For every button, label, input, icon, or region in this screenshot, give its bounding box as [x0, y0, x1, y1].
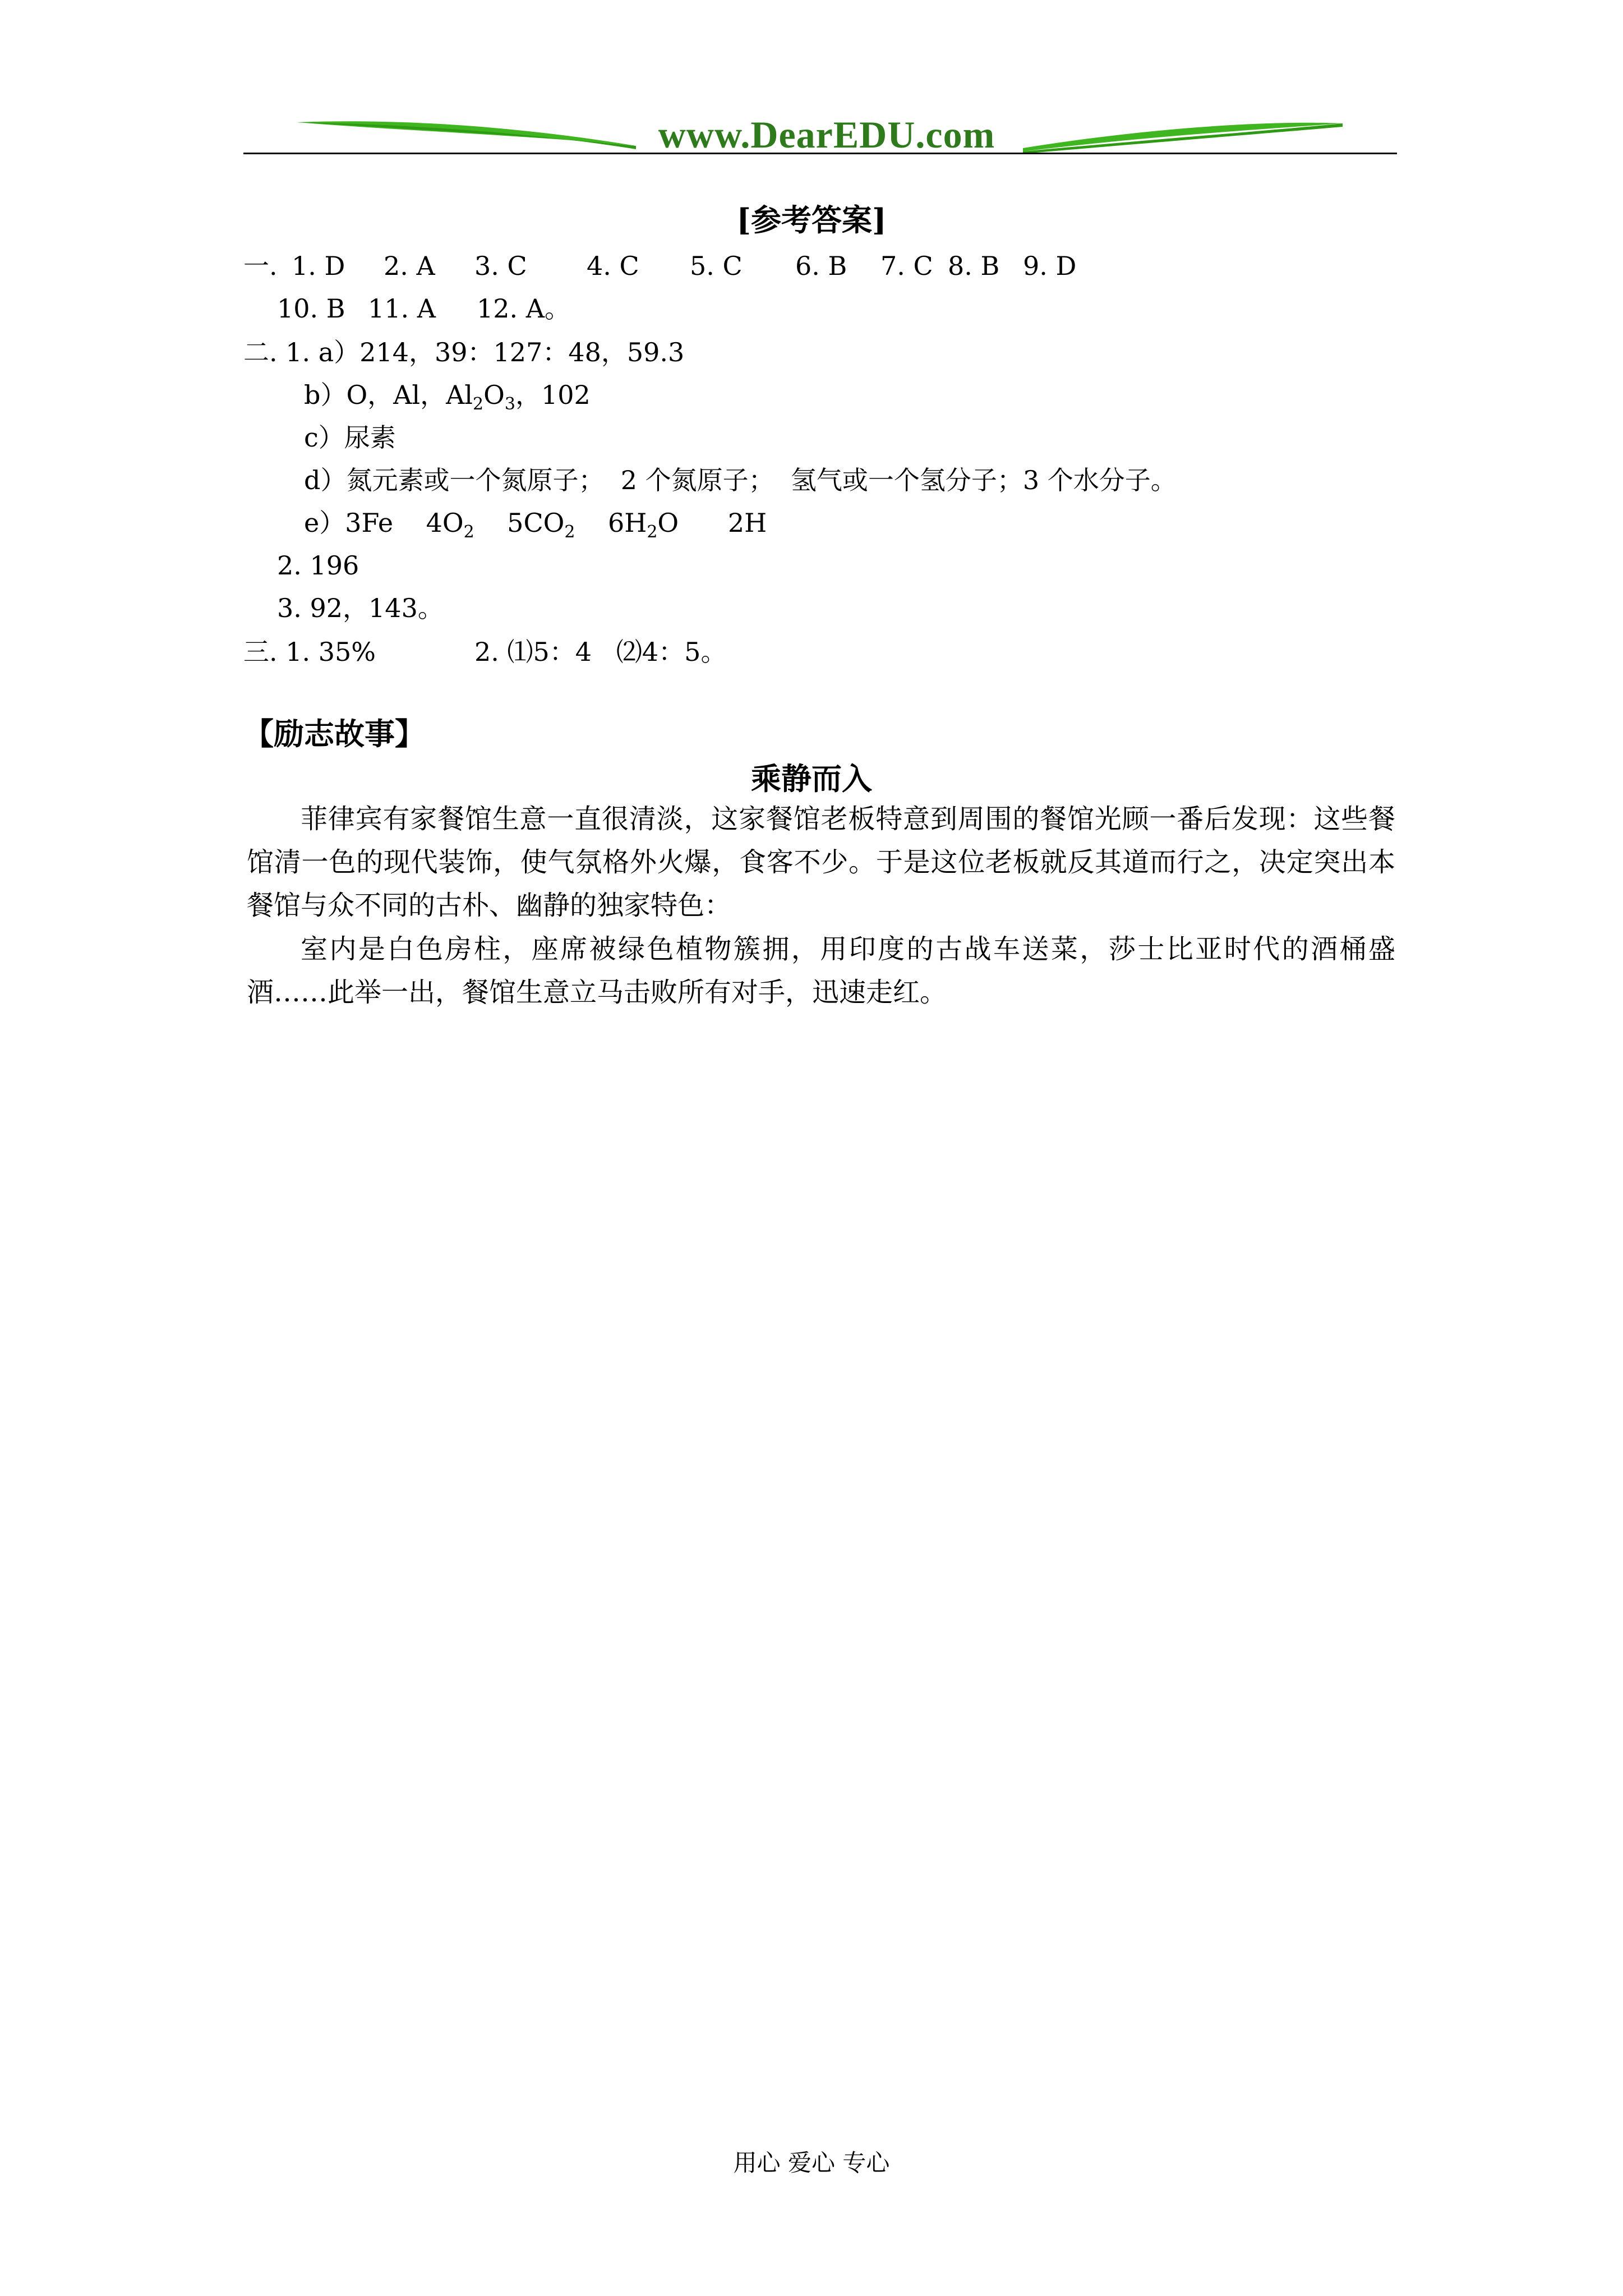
- answer-2-1a: 二. 1. a）214，39：127：48，59.3: [243, 337, 685, 367]
- answer-item: 6. B: [795, 251, 847, 281]
- header-divider: [243, 153, 1397, 154]
- answer-3-1: 三. 1. 35%: [243, 637, 376, 667]
- answer-item: 12. A。: [477, 293, 570, 324]
- answer-item: 4. C: [587, 251, 639, 281]
- site-logo-text: www.DearEDU.com: [658, 113, 995, 156]
- answer-3-2: 2. ⑴5：4 ⑵4：5。: [474, 637, 727, 667]
- site-header-logo: [243, 112, 1397, 157]
- story-paragraph: 室内是白色房柱，座席被绿色植物簇拥，用印度的古战车送菜，莎士比亚时代的酒桶盛酒……此举一出，餐馆生意立马击败所有对手，迅速走红。: [247, 933, 1395, 1008]
- answer-item: 1. D: [292, 251, 345, 281]
- answer-2-1e: e）3Fe $4O_2$ $5CO_2$ $6H_2O$ 2H: [304, 508, 767, 542]
- page-footer: 用心 爱心 专心: [733, 2149, 890, 2177]
- story-heading: 【励志故事】: [243, 716, 425, 752]
- story-paragraph: 菲律宾有家餐馆生意一直很清淡，这家餐馆老板特意到周围的餐馆光顾一番后发现：这些餐馆清一色的现代装饰，使气氛格外火爆，食客不少。于是这位老板就反其道而行之，决定突出本餐馆与众不同的古朴、幽静的独家特色：: [247, 803, 1395, 921]
- answer-2-1c: c）尿素: [304, 422, 396, 453]
- answer-item: 3. C: [474, 251, 527, 281]
- answer-2-3: 3. 92，143。: [277, 593, 444, 623]
- answer-2-1b: b）O，Al，$Al_2O_3$，102: [304, 380, 591, 414]
- answer-item: 11. A: [368, 293, 436, 324]
- story-title: 乘静而入: [751, 761, 872, 797]
- section-1-prefix: 一.: [243, 251, 278, 281]
- answer-item: 10. B: [277, 293, 345, 324]
- answer-item: 8. B: [948, 251, 1000, 281]
- answer-item: 5. C: [690, 251, 743, 281]
- answers-title: [参考答案]: [736, 202, 887, 238]
- answer-2-1d: d）氮元素或一个氮原子； 2 个氮原子； 氢气或一个氢分子；3 个水分子。: [304, 465, 1177, 495]
- answer-2-2: 2. 196: [277, 550, 359, 581]
- answer-item: 2. A: [384, 251, 435, 281]
- answer-item: 7. C: [880, 251, 933, 281]
- answer-item: 9. D: [1023, 251, 1077, 281]
